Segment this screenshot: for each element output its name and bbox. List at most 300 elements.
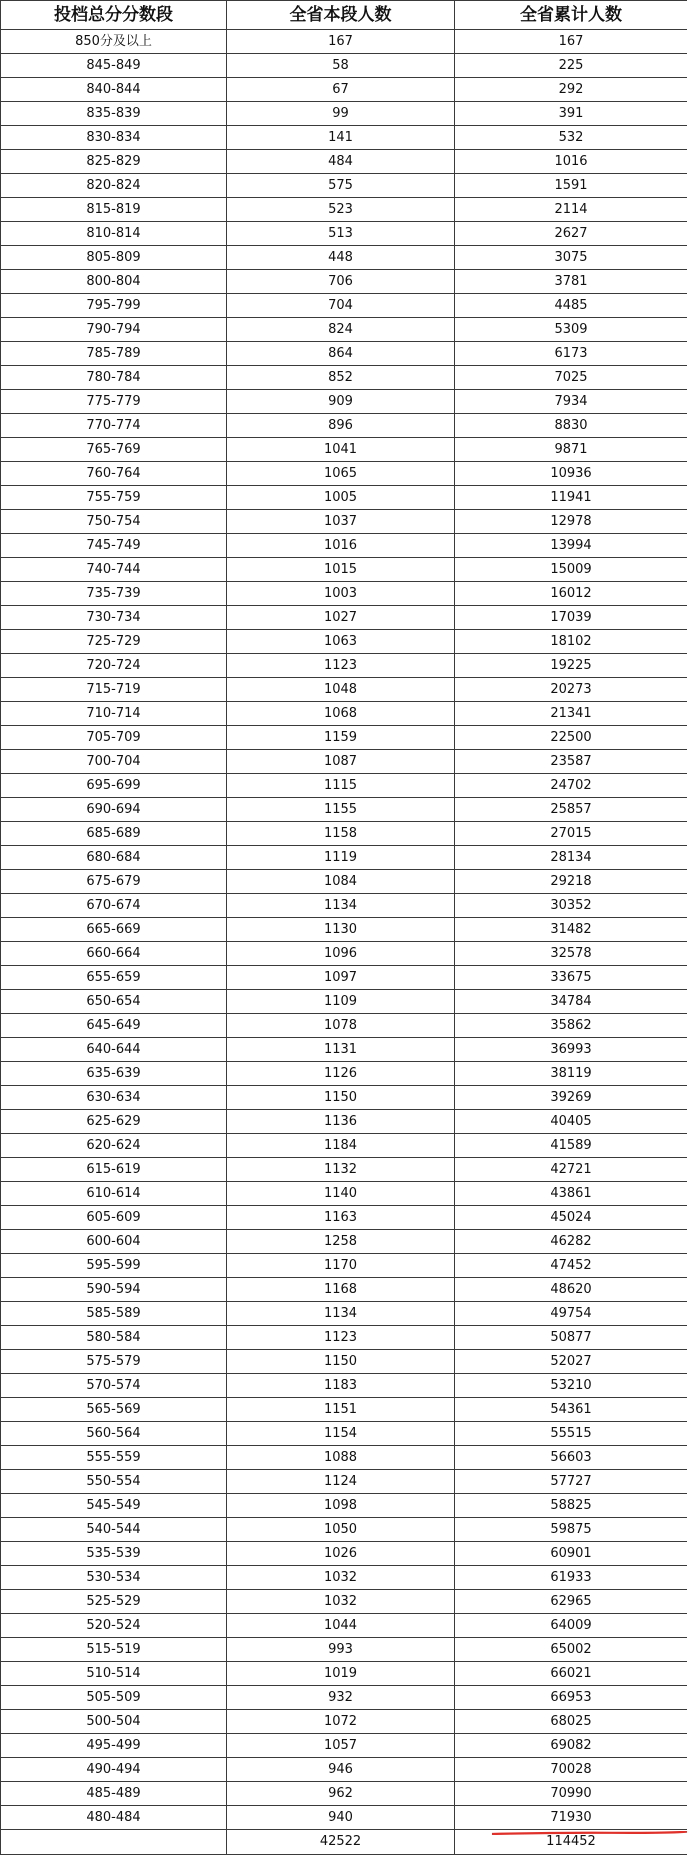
- table-row: [1, 462, 687, 486]
- band-count-cell: 1124: [227, 1470, 455, 1494]
- band-count-cell: 1005: [227, 486, 455, 510]
- band-count-cell: 962: [227, 1782, 455, 1806]
- cumulative-count-cell: 19225: [455, 654, 687, 678]
- cumulative-count-cell: 53210: [455, 1374, 687, 1398]
- score-range-cell: 555-559: [1, 1446, 227, 1470]
- cumulative-count-cell: 66021: [455, 1662, 687, 1686]
- cumulative-count-cell: 58825: [455, 1494, 687, 1518]
- table-row: [1, 1374, 687, 1398]
- score-range-cell: 605-609: [1, 1206, 227, 1230]
- band-count-cell: 1063: [227, 630, 455, 654]
- band-count-cell: 1159: [227, 726, 455, 750]
- band-count-cell: 1150: [227, 1086, 455, 1110]
- table-row: [1, 1566, 687, 1590]
- score-range-cell: 575-579: [1, 1350, 227, 1374]
- cumulative-count-cell: 16012: [455, 582, 687, 606]
- band-count-cell: 1003: [227, 582, 455, 606]
- score-range-cell: 775-779: [1, 390, 227, 414]
- cumulative-count-cell: 70028: [455, 1758, 687, 1782]
- band-count-cell: 448: [227, 246, 455, 270]
- cumulative-count-cell: 34784: [455, 990, 687, 1014]
- score-range-cell: 845-849: [1, 54, 227, 78]
- table-row: [1, 150, 687, 174]
- table-row: [1, 246, 687, 270]
- score-range-cell: 600-604: [1, 1230, 227, 1254]
- band-count-cell: 141: [227, 126, 455, 150]
- table-row: [1, 702, 687, 726]
- score-range-cell: 755-759: [1, 486, 227, 510]
- score-range-cell: 595-599: [1, 1254, 227, 1278]
- score-range-cell: 840-844: [1, 78, 227, 102]
- score-range-cell: 670-674: [1, 894, 227, 918]
- table-row: [1, 774, 687, 798]
- cumulative-count-cell: 1016: [455, 150, 687, 174]
- band-count-cell: 1098: [227, 1494, 455, 1518]
- table-row: [1, 1782, 687, 1806]
- table-row: [1, 630, 687, 654]
- score-range-cell: 625-629: [1, 1110, 227, 1134]
- score-range-cell: 610-614: [1, 1182, 227, 1206]
- cumulative-count-cell: 3781: [455, 270, 687, 294]
- table-row: [1, 174, 687, 198]
- table-row: [1, 222, 687, 246]
- header-score-range: 投档总分分数段: [1, 1, 227, 30]
- band-count-cell: 946: [227, 1758, 455, 1782]
- band-count-cell: 1032: [227, 1590, 455, 1614]
- cumulative-count-cell: 7934: [455, 390, 687, 414]
- score-range-cell: 590-594: [1, 1278, 227, 1302]
- cumulative-count-cell: 7025: [455, 366, 687, 390]
- cumulative-count-cell: 2114: [455, 198, 687, 222]
- cumulative-count-cell: 11941: [455, 486, 687, 510]
- table-row: [1, 1230, 687, 1254]
- table-row: [1, 1302, 687, 1326]
- score-range-cell: 850分及以上: [1, 30, 227, 54]
- score-range-cell: 745-749: [1, 534, 227, 558]
- table-row: [1, 510, 687, 534]
- score-range-cell: 700-704: [1, 750, 227, 774]
- table-row: [1, 1134, 687, 1158]
- score-range-cell: 715-719: [1, 678, 227, 702]
- table-row: [1, 390, 687, 414]
- table-row: [1, 1254, 687, 1278]
- table-row: [1, 750, 687, 774]
- score-range-cell: 530-534: [1, 1566, 227, 1590]
- table-row: [1, 270, 687, 294]
- table-row: [1, 1326, 687, 1350]
- score-range-cell: 500-504: [1, 1710, 227, 1734]
- band-count-cell: 1258: [227, 1230, 455, 1254]
- band-count-cell: 704: [227, 294, 455, 318]
- cumulative-count-cell: 49754: [455, 1302, 687, 1326]
- cumulative-count-cell: 32578: [455, 942, 687, 966]
- band-count-cell: 909: [227, 390, 455, 414]
- table-row: [1, 1158, 687, 1182]
- cumulative-count-cell: 54361: [455, 1398, 687, 1422]
- score-range-cell: 650-654: [1, 990, 227, 1014]
- table-row: [1, 582, 687, 606]
- score-range-cell: 800-804: [1, 270, 227, 294]
- cumulative-count-cell: 27015: [455, 822, 687, 846]
- cumulative-count-cell: 66953: [455, 1686, 687, 1710]
- cumulative-count-cell: 20273: [455, 678, 687, 702]
- score-range-cell: 490-494: [1, 1758, 227, 1782]
- band-count-cell: 484: [227, 150, 455, 174]
- table-row: [1, 294, 687, 318]
- table-row: [1, 1806, 687, 1830]
- band-count-cell: 1134: [227, 1302, 455, 1326]
- score-range-cell: 760-764: [1, 462, 227, 486]
- cumulative-count-cell: 48620: [455, 1278, 687, 1302]
- cumulative-count-cell: 13994: [455, 534, 687, 558]
- score-range-cell: 565-569: [1, 1398, 227, 1422]
- score-range-cell: 550-554: [1, 1470, 227, 1494]
- band-count-cell: 1096: [227, 942, 455, 966]
- table-row: [1, 1014, 687, 1038]
- cumulative-count-cell: 57727: [455, 1470, 687, 1494]
- band-count-cell: 1087: [227, 750, 455, 774]
- table-row: [1, 870, 687, 894]
- cumulative-count-cell: 23587: [455, 750, 687, 774]
- cumulative-count-cell: 68025: [455, 1710, 687, 1734]
- score-range-cell: 685-689: [1, 822, 227, 846]
- table-row: [1, 558, 687, 582]
- table-row: [1, 1086, 687, 1110]
- table-row: [1, 966, 687, 990]
- header-row: [1, 1, 687, 30]
- score-range-cell: 720-724: [1, 654, 227, 678]
- cumulative-count-cell: 1591: [455, 174, 687, 198]
- band-count-cell: 167: [227, 30, 455, 54]
- band-count-cell: 1140: [227, 1182, 455, 1206]
- band-count-cell: 1126: [227, 1062, 455, 1086]
- band-count-cell: 1019: [227, 1662, 455, 1686]
- cumulative-count-cell: 71930: [455, 1806, 687, 1830]
- score-range-cell: 750-754: [1, 510, 227, 534]
- band-count-cell: 1151: [227, 1398, 455, 1422]
- band-count-cell: 1050: [227, 1518, 455, 1542]
- score-range-cell: 480-484: [1, 1806, 227, 1830]
- band-count-cell: 58: [227, 54, 455, 78]
- band-count-cell: 1026: [227, 1542, 455, 1566]
- table-row: [1, 1038, 687, 1062]
- table-row: [1, 1710, 687, 1734]
- score-range-cell: 725-729: [1, 630, 227, 654]
- table-row: [1, 1470, 687, 1494]
- score-range-cell: 585-589: [1, 1302, 227, 1326]
- table-row: [1, 1614, 687, 1638]
- cumulative-count-cell: 61933: [455, 1566, 687, 1590]
- cumulative-count-cell: 33675: [455, 966, 687, 990]
- table-row: [1, 30, 687, 54]
- score-range-cell: 790-794: [1, 318, 227, 342]
- score-range-cell: 560-564: [1, 1422, 227, 1446]
- band-count-cell: 852: [227, 366, 455, 390]
- score-range-cell: 815-819: [1, 198, 227, 222]
- band-count-cell: 1115: [227, 774, 455, 798]
- score-range-cell: 770-774: [1, 414, 227, 438]
- table-row: [1, 1686, 687, 1710]
- cumulative-count-cell: 45024: [455, 1206, 687, 1230]
- score-range-cell: 695-699: [1, 774, 227, 798]
- cumulative-count-cell: 12978: [455, 510, 687, 534]
- total-row: [1, 1830, 687, 1855]
- cumulative-count-cell: 64009: [455, 1614, 687, 1638]
- cumulative-count-cell: 24702: [455, 774, 687, 798]
- band-count-cell: 1131: [227, 1038, 455, 1062]
- cumulative-count-cell: 39269: [455, 1086, 687, 1110]
- table-row: [1, 1062, 687, 1086]
- band-count-cell: 1078: [227, 1014, 455, 1038]
- band-count-cell: 1136: [227, 1110, 455, 1134]
- score-range-cell: 630-634: [1, 1086, 227, 1110]
- score-range-cell: 525-529: [1, 1590, 227, 1614]
- cumulative-count-cell: 38119: [455, 1062, 687, 1086]
- cumulative-count-cell: 70990: [455, 1782, 687, 1806]
- score-range-cell: 780-784: [1, 366, 227, 390]
- table-row: [1, 78, 687, 102]
- cumulative-count-cell: 532: [455, 126, 687, 150]
- score-range-cell: 785-789: [1, 342, 227, 366]
- total-cumulative-count-cell: 114452: [455, 1830, 687, 1855]
- band-count-cell: 523: [227, 198, 455, 222]
- band-count-cell: 864: [227, 342, 455, 366]
- cumulative-count-cell: 43861: [455, 1182, 687, 1206]
- band-count-cell: 1154: [227, 1422, 455, 1446]
- table-row: [1, 726, 687, 750]
- band-count-cell: 1057: [227, 1734, 455, 1758]
- band-count-cell: 1123: [227, 654, 455, 678]
- table-row: [1, 654, 687, 678]
- band-count-cell: 1155: [227, 798, 455, 822]
- score-range-cell: 660-664: [1, 942, 227, 966]
- band-count-cell: 1041: [227, 438, 455, 462]
- table-header: [1, 1, 687, 30]
- band-count-cell: 99: [227, 102, 455, 126]
- score-range-cell: 825-829: [1, 150, 227, 174]
- score-range-cell: 520-524: [1, 1614, 227, 1638]
- table-row: [1, 1206, 687, 1230]
- band-count-cell: 1132: [227, 1158, 455, 1182]
- band-count-cell: 1048: [227, 678, 455, 702]
- score-range-cell: 620-624: [1, 1134, 227, 1158]
- band-count-cell: 706: [227, 270, 455, 294]
- cumulative-count-cell: 2627: [455, 222, 687, 246]
- cumulative-count-cell: 25857: [455, 798, 687, 822]
- cumulative-count-cell: 28134: [455, 846, 687, 870]
- table-row: [1, 846, 687, 870]
- cumulative-count-cell: 52027: [455, 1350, 687, 1374]
- table-row: [1, 1542, 687, 1566]
- cumulative-count-cell: 59875: [455, 1518, 687, 1542]
- band-count-cell: 1183: [227, 1374, 455, 1398]
- score-range-cell: 495-499: [1, 1734, 227, 1758]
- cumulative-count-cell: 292: [455, 78, 687, 102]
- band-count-cell: 1130: [227, 918, 455, 942]
- score-range-cell: 830-834: [1, 126, 227, 150]
- total-label-cell: [1, 1830, 227, 1855]
- band-count-cell: 1068: [227, 702, 455, 726]
- band-count-cell: 1044: [227, 1614, 455, 1638]
- score-range-cell: 675-679: [1, 870, 227, 894]
- header-band-count: 全省本段人数: [227, 1, 455, 30]
- band-count-cell: 1123: [227, 1326, 455, 1350]
- cumulative-count-cell: 17039: [455, 606, 687, 630]
- cumulative-count-cell: 9871: [455, 438, 687, 462]
- band-count-cell: 1084: [227, 870, 455, 894]
- score-range-cell: 735-739: [1, 582, 227, 606]
- score-range-cell: 655-659: [1, 966, 227, 990]
- table-row: [1, 1398, 687, 1422]
- cumulative-count-cell: 46282: [455, 1230, 687, 1254]
- table-row: [1, 894, 687, 918]
- band-count-cell: 932: [227, 1686, 455, 1710]
- cumulative-count-cell: 55515: [455, 1422, 687, 1446]
- cumulative-count-cell: 15009: [455, 558, 687, 582]
- table-row: [1, 678, 687, 702]
- score-range-cell: 705-709: [1, 726, 227, 750]
- band-count-cell: 1150: [227, 1350, 455, 1374]
- cumulative-count-cell: 3075: [455, 246, 687, 270]
- band-count-cell: 1072: [227, 1710, 455, 1734]
- band-count-cell: 1163: [227, 1206, 455, 1230]
- band-count-cell: 67: [227, 78, 455, 102]
- cumulative-count-cell: 22500: [455, 726, 687, 750]
- band-count-cell: 1097: [227, 966, 455, 990]
- band-count-cell: 1158: [227, 822, 455, 846]
- table-row: [1, 414, 687, 438]
- band-count-cell: 1016: [227, 534, 455, 558]
- band-count-cell: 824: [227, 318, 455, 342]
- score-range-cell: 545-549: [1, 1494, 227, 1518]
- table-row: [1, 798, 687, 822]
- table-row: [1, 1446, 687, 1470]
- cumulative-count-cell: 40405: [455, 1110, 687, 1134]
- band-count-cell: 896: [227, 414, 455, 438]
- score-range-cell: 540-544: [1, 1518, 227, 1542]
- score-range-cell: 510-514: [1, 1662, 227, 1686]
- score-range-cell: 820-824: [1, 174, 227, 198]
- score-range-cell: 570-574: [1, 1374, 227, 1398]
- score-range-cell: 680-684: [1, 846, 227, 870]
- score-range-cell: 795-799: [1, 294, 227, 318]
- table-row: [1, 1590, 687, 1614]
- cumulative-count-cell: 6173: [455, 342, 687, 366]
- score-range-cell: 810-814: [1, 222, 227, 246]
- band-count-cell: 1015: [227, 558, 455, 582]
- score-range-cell: 710-714: [1, 702, 227, 726]
- table-row: [1, 1638, 687, 1662]
- score-range-cell: 730-734: [1, 606, 227, 630]
- band-count-cell: 1032: [227, 1566, 455, 1590]
- table-row: [1, 1350, 687, 1374]
- cumulative-count-cell: 5309: [455, 318, 687, 342]
- band-count-cell: 1065: [227, 462, 455, 486]
- table-row: [1, 366, 687, 390]
- cumulative-count-cell: 35862: [455, 1014, 687, 1038]
- band-count-cell: 1184: [227, 1134, 455, 1158]
- table-row: [1, 342, 687, 366]
- cumulative-count-cell: 47452: [455, 1254, 687, 1278]
- cumulative-count-cell: 50877: [455, 1326, 687, 1350]
- cumulative-count-cell: 62965: [455, 1590, 687, 1614]
- cumulative-count-cell: 65002: [455, 1638, 687, 1662]
- cumulative-count-cell: 31482: [455, 918, 687, 942]
- cumulative-count-cell: 41589: [455, 1134, 687, 1158]
- score-range-cell: 665-669: [1, 918, 227, 942]
- cumulative-count-cell: 36993: [455, 1038, 687, 1062]
- table-row: [1, 606, 687, 630]
- cumulative-count-cell: 21341: [455, 702, 687, 726]
- table-row: [1, 1494, 687, 1518]
- table-row: [1, 990, 687, 1014]
- score-range-cell: 615-619: [1, 1158, 227, 1182]
- band-count-cell: 940: [227, 1806, 455, 1830]
- band-count-cell: 513: [227, 222, 455, 246]
- header-cumulative-count: 全省累计人数: [455, 1, 687, 30]
- score-range-cell: 580-584: [1, 1326, 227, 1350]
- cumulative-count-cell: 60901: [455, 1542, 687, 1566]
- table-row: [1, 1422, 687, 1446]
- band-count-cell: 1037: [227, 510, 455, 534]
- cumulative-count-cell: 56603: [455, 1446, 687, 1470]
- cumulative-count-cell: 4485: [455, 294, 687, 318]
- score-range-cell: 535-539: [1, 1542, 227, 1566]
- table-row: [1, 534, 687, 558]
- table-row: [1, 198, 687, 222]
- band-count-cell: 993: [227, 1638, 455, 1662]
- table-row: [1, 1662, 687, 1686]
- score-range-cell: 740-744: [1, 558, 227, 582]
- band-count-cell: 1170: [227, 1254, 455, 1278]
- band-count-cell: 1119: [227, 846, 455, 870]
- band-count-cell: 1027: [227, 606, 455, 630]
- band-count-cell: 1088: [227, 1446, 455, 1470]
- score-range-cell: 635-639: [1, 1062, 227, 1086]
- cumulative-count-cell: 18102: [455, 630, 687, 654]
- table-row: [1, 822, 687, 846]
- table-row: [1, 1734, 687, 1758]
- table-row: [1, 918, 687, 942]
- table-row: [1, 486, 687, 510]
- score-range-cell: 690-694: [1, 798, 227, 822]
- cumulative-count-cell: 391: [455, 102, 687, 126]
- cumulative-count-cell: 42721: [455, 1158, 687, 1182]
- cumulative-count-cell: 225: [455, 54, 687, 78]
- cumulative-count-cell: 8830: [455, 414, 687, 438]
- cumulative-count-cell: 10936: [455, 462, 687, 486]
- score-range-cell: 515-519: [1, 1638, 227, 1662]
- score-range-cell: 835-839: [1, 102, 227, 126]
- table-row: [1, 1278, 687, 1302]
- band-count-cell: 1109: [227, 990, 455, 1014]
- score-range-cell: 765-769: [1, 438, 227, 462]
- table-row: [1, 54, 687, 78]
- table-row: [1, 1758, 687, 1782]
- total-band-count-cell: 42522: [227, 1830, 455, 1855]
- band-count-cell: 1134: [227, 894, 455, 918]
- cumulative-count-cell: 69082: [455, 1734, 687, 1758]
- score-range-cell: 805-809: [1, 246, 227, 270]
- table-row: [1, 1110, 687, 1134]
- cumulative-count-cell: 29218: [455, 870, 687, 894]
- score-range-cell: 640-644: [1, 1038, 227, 1062]
- table-row: [1, 942, 687, 966]
- table-row: [1, 102, 687, 126]
- cumulative-count-cell: 30352: [455, 894, 687, 918]
- table-row: [1, 438, 687, 462]
- score-range-cell: 645-649: [1, 1014, 227, 1038]
